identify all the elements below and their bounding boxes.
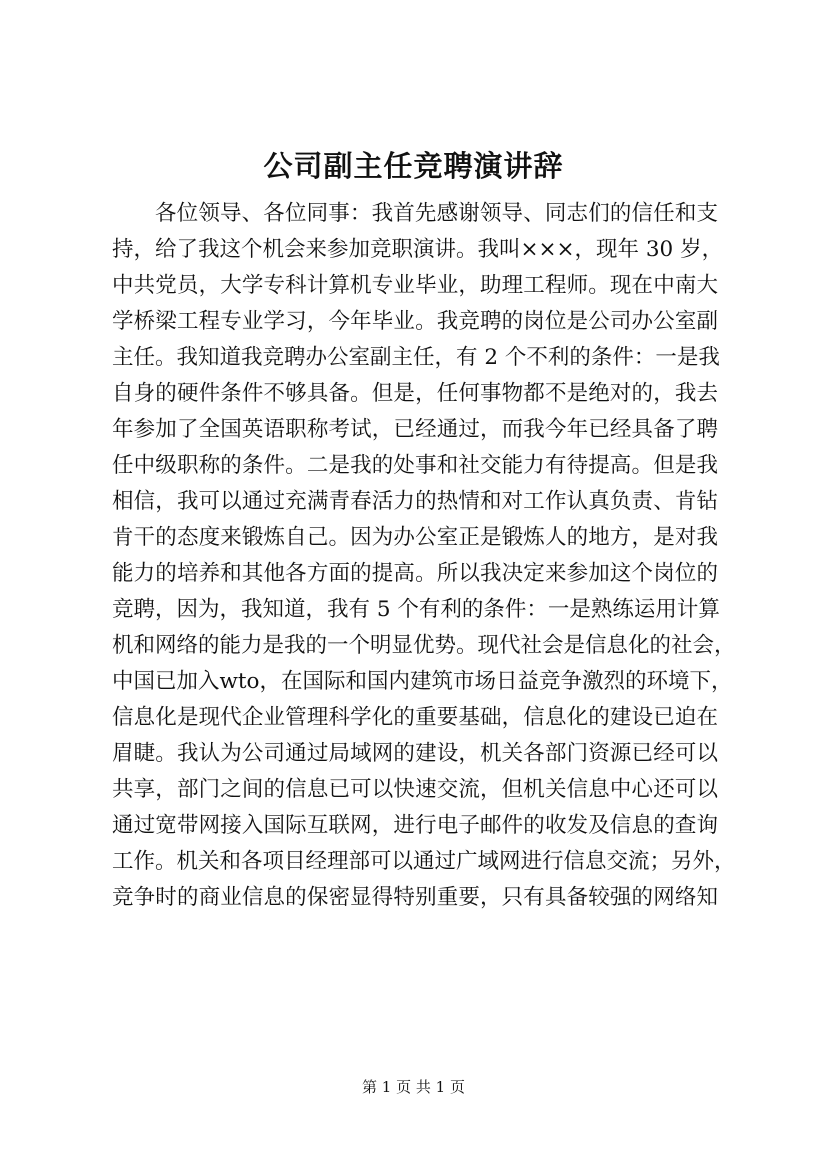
paragraph-line: 各位领导、各位同事：我首先感谢领导、同志们的信任和支 — [155, 201, 718, 226]
document-title: 公司副主任竞聘演讲辞 — [263, 149, 564, 183]
paragraph-line: 相信，我可以通过充满青春活力的热情和对工作认真负责、肯钻 — [112, 489, 718, 514]
paragraph-line: 学桥梁工程专业学习，今年毕业。我竞聘的岗位是公司办公室副 — [112, 309, 718, 334]
paragraph-line: 竞争时的商业信息的保密显得特别重要，只有具备较强的网络知 — [112, 885, 718, 910]
page-number-footer: 第 1 页 共 1 页 — [362, 1078, 465, 1096]
paragraph-line: 眉睫。我认为公司通过局域网的建设，机关各部门资源已经可以 — [112, 741, 718, 766]
paragraph-line: 任中级职称的条件。二是我的处事和社交能力有待提高。但是我 — [112, 453, 718, 478]
paragraph-line: 信息化是现代企业管理科学化的重要基础，信息化的建设已迫在 — [112, 705, 718, 730]
paragraph-line: 中国已加入wto，在国际和国内建筑市场日益竞争激烈的环境下， — [112, 669, 733, 694]
paragraph-line: 自身的硬件条件不够具备。但是，任何事物都不是绝对的，我去 — [112, 381, 718, 406]
paragraph-line: 共享，部门之间的信息已可以快速交流，但机关信息中心还可以 — [112, 777, 718, 802]
paragraph-line: 通过宽带网接入国际互联网，进行电子邮件的收发及信息的查询 — [112, 813, 718, 838]
document-body — [112, 196, 736, 916]
paragraph-line: 机和网络的能力是我的一个明显优势。现代社会是信息化的社会， — [112, 633, 736, 658]
paragraph-line: 竞聘，因为，我知道，我有 5 个有利的条件：一是熟练运用计算 — [112, 597, 720, 622]
paragraph-line: 持，给了我这个机会来参加竞职演讲。我叫×××，现年 30 岁， — [112, 237, 724, 262]
paragraph-line: 肯干的态度来锻炼自己。因为办公室正是锻炼人的地方，是对我 — [112, 525, 718, 550]
paragraph-line: 主任。我知道我竞聘办公室副主任，有 2 个不利的条件：一是我 — [112, 345, 720, 370]
paragraph-line: 年参加了全国英语职称考试，已经通过，而我今年已经具备了聘 — [112, 417, 718, 442]
paragraph-line: 能力的培养和其他各方面的提高。所以我决定来参加这个岗位的 — [112, 561, 718, 586]
paragraph-line: 工作。机关和各项目经理部可以通过广域网进行信息交流；另外， — [112, 849, 736, 874]
paragraph-line: 中共党员，大学专科计算机专业毕业，助理工程师。现在中南大 — [112, 273, 718, 298]
